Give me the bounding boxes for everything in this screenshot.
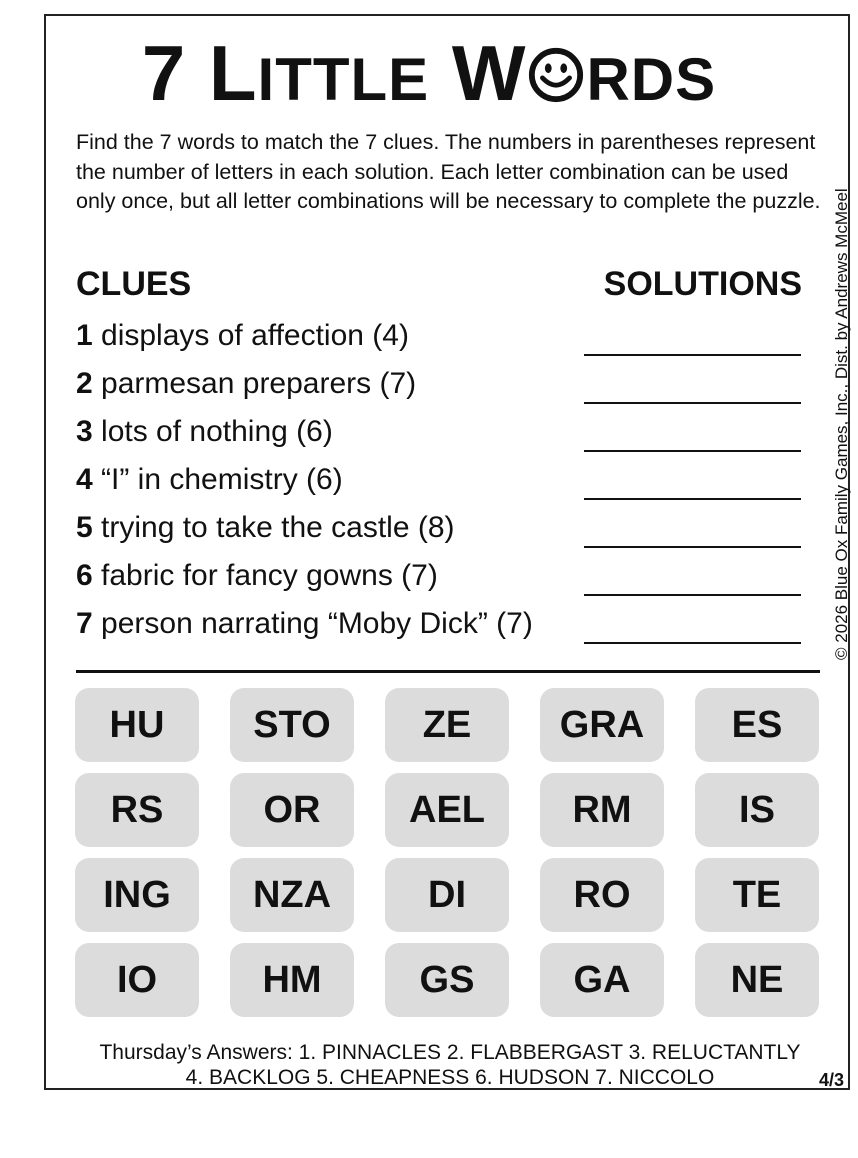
clue-number: 5 [76,511,93,544]
title-rds: RDS [586,46,717,113]
clue-row [76,314,801,362]
instructions-text: Find the 7 words to match the 7 clues. The numbers in parentheses represent the number of letters in each solution. Each letter combination can be used only once, but all letter combinations will be necessary to complete the puzzle. [76,130,821,213]
answers-line-2: 4. BACKLOG 5. CHEAPNESS 6. HUDSON 7. NICCOLO [185,1066,715,1089]
solutions-header: SOLUTIONS [603,265,802,303]
solution-blank[interactable] [584,354,801,356]
letter-tile[interactable]: RM [540,773,664,847]
letter-tile[interactable]: IO [75,943,199,1017]
letter-tile[interactable]: RO [540,858,664,932]
letter-tile[interactable]: TE [695,858,819,932]
clue-text: fabric for fancy gowns (7) [92,559,438,592]
clue-number: 3 [76,415,93,448]
solution-blank[interactable] [584,450,801,452]
solution-blank[interactable] [584,498,801,500]
clue-number: 4 [76,463,93,496]
smiley-face-icon [527,46,585,104]
letter-tile[interactable]: DI [385,858,509,932]
clues-header: CLUES [76,265,192,303]
letter-tile[interactable]: GA [540,943,664,1017]
title-seven-l: 7 L [141,29,258,117]
section-divider [76,670,820,673]
previous-answers [50,1040,850,1090]
letter-tile[interactable]: GS [385,943,509,1017]
clue-number: 2 [76,367,93,400]
letter-tile[interactable]: AEL [385,773,509,847]
letter-tile[interactable]: ZE [385,688,509,762]
letter-tile[interactable]: ING [75,858,199,932]
letter-tile[interactable]: GRA [540,688,664,762]
letter-tile[interactable]: NE [695,943,819,1017]
solution-blank[interactable] [584,642,801,644]
clue-text: lots of nothing (6) [92,415,333,448]
solution-blank[interactable] [584,546,801,548]
copyright-notice: © 2026 Blue Ox Family Games, Inc., Dist. by Andrews McMeel [832,188,851,660]
puzzle-title [0,28,858,125]
letter-tile[interactable]: RS [75,773,199,847]
letter-tile[interactable]: OR [230,773,354,847]
letter-tile[interactable]: HM [230,943,354,1017]
answers-line-1: Thursday’s Answers: 1. PINNACLES 2. FLABBERGAST 3. RELUCTANTLY [99,1041,801,1064]
title-ittle: ITTLE [257,46,430,113]
letter-tile[interactable]: IS [695,773,819,847]
letter-tile[interactable]: NZA [230,858,354,932]
clue-row [76,362,801,410]
clue-row [76,458,801,506]
solution-blank[interactable] [584,402,801,404]
title-w: W [451,29,527,117]
puzzle-date: 4/3 [818,1070,844,1090]
clue-row [76,410,801,458]
clue-text: “I” in chemistry (6) [92,463,343,496]
clue-number: 6 [76,559,93,592]
clue-row [76,602,801,650]
clue-number: 7 [76,607,93,640]
clue-row [76,554,801,602]
clue-text: trying to take the castle (8) [92,511,455,544]
letter-tile[interactable]: STO [230,688,354,762]
letter-tile[interactable]: HU [75,688,199,762]
clue-number: 1 [76,319,93,352]
solution-blank[interactable] [584,594,801,596]
clue-text: displays of affection (4) [92,319,409,352]
clue-row [76,506,801,554]
clue-text: person narrating “Moby Dick” (7) [92,607,533,640]
clue-text: parmesan preparers (7) [92,367,417,400]
letter-tile[interactable]: ES [695,688,819,762]
